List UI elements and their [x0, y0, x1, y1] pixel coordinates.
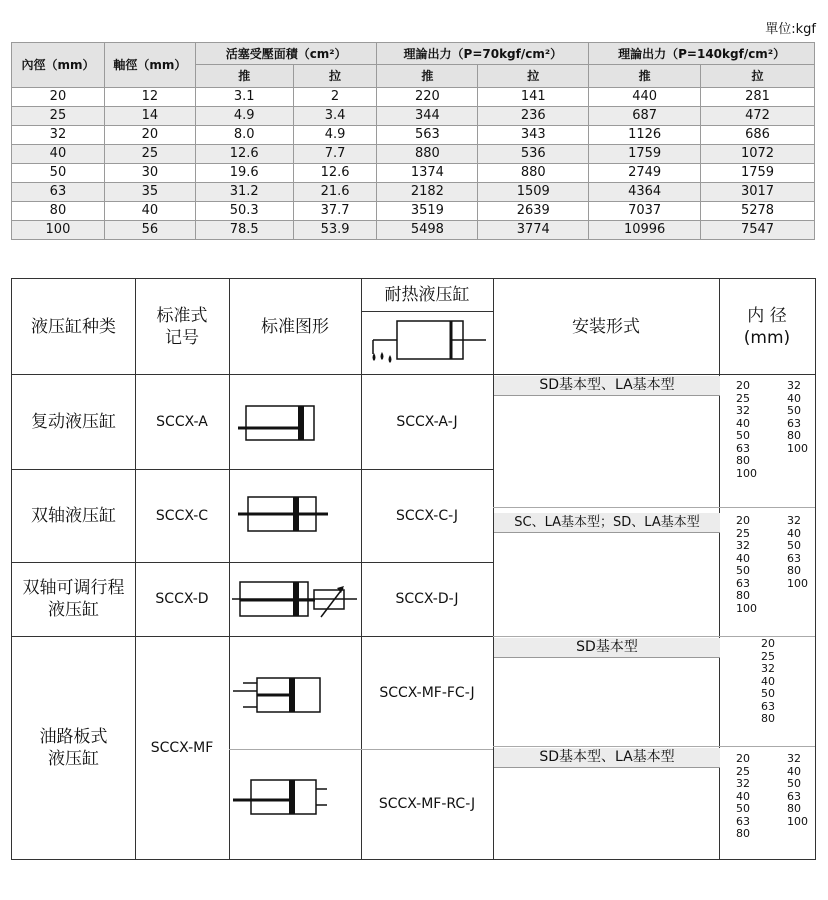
bore-list-fc	[761, 638, 775, 726]
table-cell: 563	[377, 126, 478, 145]
bore-size: 40	[787, 526, 801, 540]
table-cell: 472	[701, 107, 815, 126]
header-push: 推	[195, 65, 293, 88]
table-cell: 281	[701, 88, 815, 107]
heat-resistant-cylinder-icon	[361, 311, 493, 374]
double-acting-cylinder-symbol	[229, 374, 361, 469]
table-cell: 7547	[701, 221, 815, 240]
table-cell: 220	[377, 88, 478, 107]
table-cell: 536	[478, 145, 589, 164]
table-cell: 25	[104, 145, 195, 164]
table-cell: 440	[589, 88, 701, 107]
header-heat-resistant: 耐热液压缸	[384, 285, 470, 305]
mount-label-fc: SD基本型	[494, 638, 720, 658]
bore-size: 63	[736, 814, 750, 828]
table-cell: 2182	[377, 183, 478, 202]
table-cell: 63	[12, 183, 105, 202]
header-push: 推	[377, 65, 478, 88]
header-standard-code-line2: 记号	[165, 327, 199, 348]
table-cell: 5278	[701, 202, 815, 221]
bore-size: 32	[736, 539, 750, 552]
table-cell: 236	[478, 107, 589, 126]
bore-size: 32	[736, 777, 750, 790]
heat-code-a: SCCX-A-J	[396, 413, 458, 430]
bore-size: 63	[736, 576, 750, 590]
table-row	[12, 88, 815, 107]
mount-label-cd: SC、LA基本型；SD、LA基本型	[494, 513, 720, 533]
bore-size: 50	[787, 777, 801, 790]
type-double-acting: 复动液压缸	[31, 411, 116, 432]
header-bore	[719, 279, 815, 374]
bore-size: 25	[761, 649, 775, 663]
header-standard-symbol: 标准图形	[261, 316, 329, 337]
bore-size: 25	[736, 526, 750, 540]
table-cell: 1126	[589, 126, 701, 145]
header-bore-line2: (mm)	[743, 327, 791, 348]
bore-size: 40	[736, 416, 750, 430]
header-standard-code-line1: 标准式	[156, 305, 208, 326]
table-cell: 5498	[377, 221, 478, 240]
bore-size: 80	[787, 802, 801, 815]
table-cell: 56	[104, 221, 195, 240]
table-row	[12, 126, 815, 145]
bore-size: 100	[787, 814, 808, 828]
header-standard-code	[135, 279, 229, 374]
heat-code-c: SCCX-C-J	[395, 507, 459, 524]
bore-list-a-col1	[736, 380, 757, 480]
table-cell: 1509	[478, 183, 589, 202]
bore-size: 50	[736, 802, 750, 815]
header-area: 活塞受壓面積（cm²）	[195, 43, 377, 65]
bore-size: 32	[787, 752, 801, 765]
table-cell: 1374	[377, 164, 478, 183]
table-cell: 1072	[701, 145, 815, 164]
bore-size: 50	[787, 404, 801, 417]
bore-size: 63	[787, 789, 801, 803]
bore-size: 40	[736, 789, 750, 803]
code-c: SCCX-C	[155, 507, 209, 524]
double-rod-cylinder-symbol	[229, 469, 361, 562]
table-cell: 50.3	[195, 202, 293, 221]
code-a: SCCX-A	[156, 413, 208, 430]
bore-size: 63	[736, 441, 750, 455]
bore-size: 63	[787, 551, 801, 565]
manifold-fc-cylinder-symbol	[229, 636, 361, 749]
table-cell: 3.4	[293, 107, 377, 126]
header-pull: 拉	[293, 65, 377, 88]
table-cell: 10996	[589, 221, 701, 240]
code-mf: SCCX-MF	[150, 739, 214, 756]
bore-size: 50	[761, 687, 775, 700]
type-adjustable-stroke	[12, 562, 135, 636]
table-cell: 4.9	[195, 107, 293, 126]
table-row	[12, 145, 815, 164]
table-cell: 40	[12, 145, 105, 164]
bore-size: 32	[787, 514, 801, 527]
type-manifold-line2: 液压缸	[48, 748, 99, 769]
table-cell: 1759	[701, 164, 815, 183]
bore-size: 20	[736, 514, 750, 527]
bore-size: 63	[787, 416, 801, 430]
bore-size: 25	[736, 764, 750, 778]
table-cell: 3017	[701, 183, 815, 202]
table-cell: 21.6	[293, 183, 377, 202]
type-adjustable-stroke-line1: 双轴可调行程	[22, 578, 125, 598]
bore-size: 100	[787, 576, 808, 590]
table-cell: 7037	[589, 202, 701, 221]
bore-size: 63	[761, 699, 775, 713]
code-d: SCCX-D	[155, 591, 209, 607]
header-force-70: 理論出力（P=70kgf/cm²）	[377, 43, 589, 65]
bore-size: 50	[736, 564, 750, 577]
table-cell: 14	[104, 107, 195, 126]
table-cell: 78.5	[195, 221, 293, 240]
bore-size: 40	[787, 391, 801, 405]
bore-size: 25	[736, 391, 750, 405]
table-cell: 20	[12, 88, 105, 107]
table-cell: 3519	[377, 202, 478, 221]
table-cell: 50	[12, 164, 105, 183]
table-cell: 40	[104, 202, 195, 221]
header-bore: 內徑（mm）	[12, 43, 105, 88]
table-cell: 25	[12, 107, 105, 126]
bore-list-cd-col2	[787, 515, 808, 590]
bore-size: 100	[736, 601, 757, 615]
type-double-rod: 双轴液压缸	[31, 505, 116, 526]
table-cell: 880	[377, 145, 478, 164]
bore-list-a-col2	[787, 380, 808, 455]
bore-size: 100	[787, 441, 808, 455]
table-cell: 12	[104, 88, 195, 107]
header-cylinder-type: 液压缸种类	[31, 316, 116, 337]
header-pull: 拉	[478, 65, 589, 88]
table-cell: 12.6	[195, 145, 293, 164]
bore-size: 80	[736, 589, 750, 602]
heat-code-d: SCCX-D-J	[395, 591, 459, 607]
header-mounting-type: 安装形式	[572, 316, 640, 337]
bore-size: 20	[736, 379, 750, 392]
bore-size: 40	[761, 674, 775, 688]
table-cell: 30	[104, 164, 195, 183]
bore-size: 50	[787, 539, 801, 552]
table-cell: 3774	[478, 221, 589, 240]
manifold-rc-cylinder-symbol	[229, 749, 361, 859]
table-cell: 344	[377, 107, 478, 126]
table-cell: 141	[478, 88, 589, 107]
bore-size: 32	[787, 379, 801, 392]
header-rod: 軸徑（mm）	[104, 43, 195, 88]
bore-size: 80	[761, 712, 775, 725]
table-row	[12, 164, 815, 183]
table-cell: 4.9	[293, 126, 377, 145]
table-cell: 12.6	[293, 164, 377, 183]
table-cell: 37.7	[293, 202, 377, 221]
table-cell: 7.7	[293, 145, 377, 164]
bore-list-cd-col1	[736, 515, 757, 615]
table-cell: 687	[589, 107, 701, 126]
table-cell: 8.0	[195, 126, 293, 145]
heat-code-mf-fc: SCCX-MF-FC-J	[379, 684, 475, 701]
table-cell: 20	[104, 126, 195, 145]
table-row	[12, 107, 815, 126]
force-table	[11, 42, 815, 240]
mount-label-rc: SD基本型、LA基本型	[494, 748, 720, 768]
table-cell: 2639	[478, 202, 589, 221]
bore-list-rc-col1	[736, 753, 750, 841]
table-cell: 343	[478, 126, 589, 145]
heat-code-mf-rc: SCCX-MF-RC-J	[378, 796, 476, 812]
table-cell: 80	[12, 202, 105, 221]
table-cell: 35	[104, 183, 195, 202]
table-row	[12, 221, 815, 240]
bore-size: 80	[787, 564, 801, 577]
table-cell: 31.2	[195, 183, 293, 202]
table-cell: 2	[293, 88, 377, 107]
bore-size: 80	[736, 454, 750, 467]
table-cell: 880	[478, 164, 589, 183]
adjustable-stroke-cylinder-symbol	[229, 562, 361, 636]
bore-size: 50	[736, 429, 750, 442]
table-row	[12, 183, 815, 202]
bore-size: 20	[736, 752, 750, 765]
bore-size: 32	[761, 662, 775, 675]
bore-size: 40	[736, 551, 750, 565]
bore-size: 100	[736, 466, 757, 480]
header-force-140: 理論出力（P=140kgf/cm²）	[589, 43, 815, 65]
table-cell: 19.6	[195, 164, 293, 183]
header-pull: 拉	[701, 65, 815, 88]
table-cell: 100	[12, 221, 105, 240]
type-manifold	[12, 636, 135, 859]
type-manifold-line1: 油路板式	[39, 726, 108, 747]
table-cell: 1759	[589, 145, 701, 164]
table-cell: 32	[12, 126, 105, 145]
bore-size: 80	[736, 827, 750, 840]
cylinder-type-table	[11, 278, 816, 860]
table-cell: 3.1	[195, 88, 293, 107]
unit-label: 單位:kgf	[765, 22, 816, 37]
table-cell: 53.9	[293, 221, 377, 240]
header-push: 推	[589, 65, 701, 88]
mount-label-a: SD基本型、LA基本型	[494, 376, 720, 396]
table-cell: 686	[701, 126, 815, 145]
table-row	[12, 202, 815, 221]
bore-list-rc-col2	[787, 753, 808, 828]
bore-size: 80	[787, 429, 801, 442]
type-adjustable-stroke-line2: 液压缸	[48, 600, 99, 620]
table-cell: 2749	[589, 164, 701, 183]
bore-size: 40	[787, 764, 801, 778]
bore-size: 32	[736, 404, 750, 417]
header-bore-line1: 内 径	[747, 305, 787, 326]
table-cell: 4364	[589, 183, 701, 202]
bore-size: 20	[761, 637, 775, 650]
